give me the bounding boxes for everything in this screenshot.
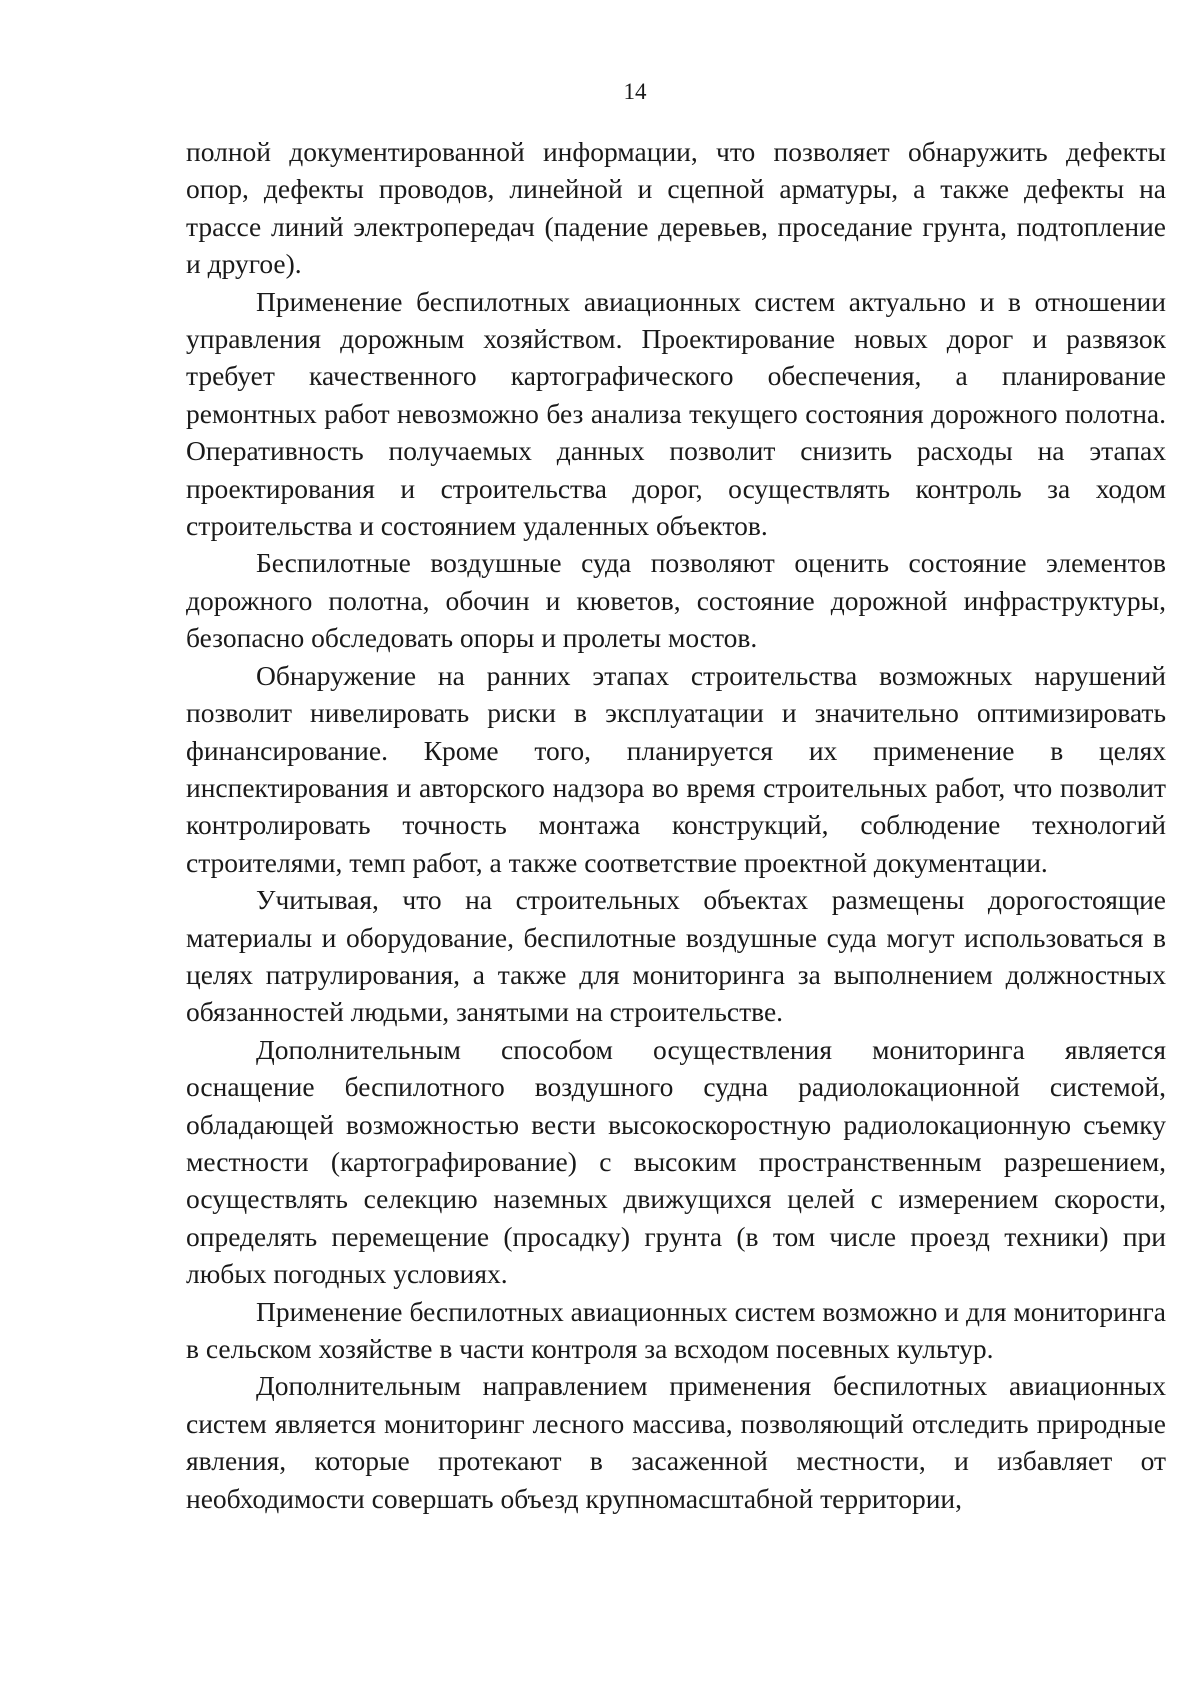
paragraph: Применение беспилотных авиационных систем актуально и в отношении управления дорожным хозяйством. Проектирование новых дорог и развязок требует качественного картографического обеспечения, а планирование ремонтных работ невозможно без анализа текущего состояния дорожного полотна. Оперативность получаемых данных позволит снизить расходы на этапах проектирования и строительства дорог, осуществлять контроль за ходом строительства и состоянием удаленных объектов. (186, 285, 1166, 542)
paragraph: Обнаружение на ранних этапах строительства возможных нарушений позволит нивелировать риски в эксплуатации и значительно оптимизировать финансирование. Кроме того, планируется их применение в целях инспектирования и авторского надзора во время строительных работ, что позволит контролировать точность монтажа конструкций, соблюдение технологий строителями, темп работ, а также соответствие проектной документации. (186, 659, 1166, 878)
paragraph: полной документированной информации, что позволяет обнаружить дефекты опор, дефекты проводов, линейной и сцепной арматуры, а также дефекты на трассе линий электропередач (падение деревьев, проседание грунта, подтопление и другое). (186, 136, 1166, 280)
document-body (186, 133, 1166, 1517)
paragraph: Применение беспилотных авиационных систем возможно и для мониторинга в сельском хозяйстве в части контроля за всходом посевных культур. (186, 1295, 1166, 1364)
paragraph: Дополнительным способом осуществления мониторинга является оснащение беспилотного воздушного судна радиолокационной системой, обладающей возможностью вести высокоскоростную радиолокационную съемку местности (картографирование) с высоким пространственным разрешением, осуществлять селекцию наземных движущихся целей с измерением скорости, определять перемещение (просадку) грунта (в том числе проезд техники) при любых погодных условиях. (186, 1033, 1166, 1290)
page-number: 14 (623, 79, 647, 104)
paragraph: Беспилотные воздушные суда позволяют оценить состояние элементов дорожного полотна, обочин и кюветов, состояние дорожной инфраструктуры, безопасно обследовать опоры и пролеты мостов. (186, 547, 1166, 654)
paragraph: Дополнительным направлением применения беспилотных авиационных систем является мониторинг лесного массива, позволяющий отследить природные явления, которые протекают в засаженной местности, и избавляет от необходимости совершать объезд крупномасштабной территории, (186, 1370, 1166, 1514)
paragraph: Учитывая, что на строительных объектах размещены дорогостоящие материалы и оборудование, беспилотные воздушные суда могут использоваться в целях патрулирования, а также для мониторинга за выполнением должностных обязанностей людьми, занятыми на строительстве. (186, 884, 1166, 1028)
